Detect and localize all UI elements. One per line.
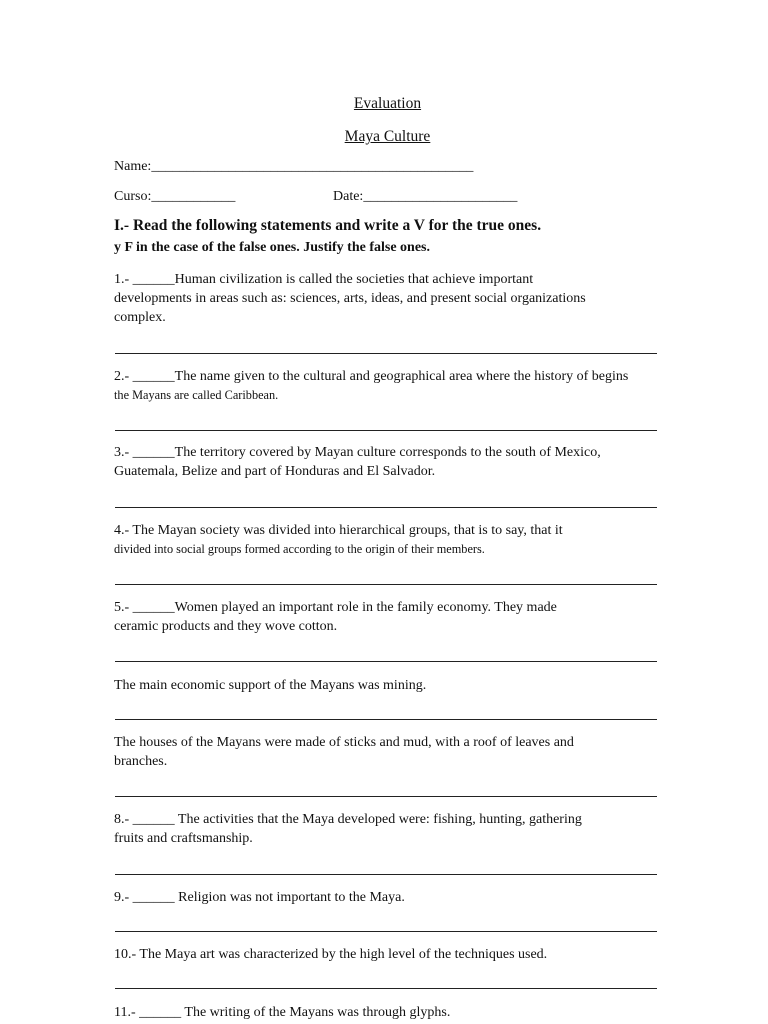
question-7 (114, 733, 574, 771)
date-field[interactable]: Date:______________________ (333, 189, 518, 204)
question-text: branches. (114, 754, 168, 769)
question-5 (114, 598, 557, 636)
question-4 (114, 521, 563, 559)
answer-line[interactable] (115, 430, 657, 431)
question-9 (114, 888, 405, 907)
question-text: the Mayans are called Caribbean. (114, 388, 279, 402)
question-text: ceramic products and they wove cotton. (114, 619, 338, 634)
question-text: developments in areas such as: sciences, arts, ideas, and present social organizations (114, 291, 586, 306)
question-1 (114, 270, 586, 327)
question-2 (114, 367, 628, 405)
question-8 (114, 810, 582, 848)
answer-line[interactable] (115, 661, 657, 662)
question-text: The houses of the Mayans were made of sticks and mud, with a roof of leaves and (114, 735, 574, 750)
question-text: 11.- ______ The writing of the Mayans was through glyphs. (114, 1005, 451, 1020)
answer-line[interactable] (115, 874, 657, 875)
question-text: 9.- ______ Religion was not important to the Maya. (114, 890, 405, 905)
answer-line[interactable] (115, 719, 657, 720)
answer-line[interactable] (115, 584, 657, 585)
answer-line[interactable] (115, 931, 657, 932)
instruction-line-1: I.- Read the following statements and write a V for the true ones. (114, 217, 542, 234)
curso-field[interactable]: Curso:____________ (114, 189, 236, 204)
question-text: 1.- ______Human civilization is called the societies that achieve important (114, 272, 534, 287)
question-text: divided into social groups formed according to the origin of their members. (114, 542, 485, 556)
question-text: 5.- ______Women played an important role in the family economy. They made (114, 600, 557, 615)
question-text: 10.- The Maya art was characterized by the high level of the techniques used. (114, 947, 548, 962)
answer-line[interactable] (115, 353, 657, 354)
question-text: 3.- ______The territory covered by Mayan culture corresponds to the south of Mexico, (114, 445, 601, 460)
answer-line[interactable] (115, 507, 657, 508)
question-6 (114, 676, 426, 695)
question-3 (114, 443, 601, 481)
question-11 (114, 1003, 450, 1022)
question-text: 4.- The Mayan society was divided into hierarchical groups, that is to say, that it (114, 523, 563, 538)
answer-line[interactable] (115, 796, 657, 797)
name-field[interactable]: Name:______________________________________________ (114, 159, 474, 174)
question-text: complex. (114, 310, 166, 325)
question-text: Guatemala, Belize and part of Honduras and El Salvador. (114, 464, 436, 479)
question-text: fruits and craftsmanship. (114, 831, 253, 846)
question-text: 2.- ______The name given to the cultural and geographical area where the history of begins (114, 369, 629, 384)
question-text: 8.- ______ The activities that the Maya developed were: fishing, hunting, gathering (114, 812, 582, 827)
answer-line[interactable] (115, 988, 657, 989)
question-10 (114, 945, 547, 964)
question-text: The main economic support of the Mayans was mining. (114, 678, 427, 693)
instruction-line-2: y F in the case of the false ones. Justify the false ones. (114, 240, 431, 255)
page-subtitle: Maya Culture (344, 128, 431, 145)
page-title: Evaluation (353, 95, 422, 112)
